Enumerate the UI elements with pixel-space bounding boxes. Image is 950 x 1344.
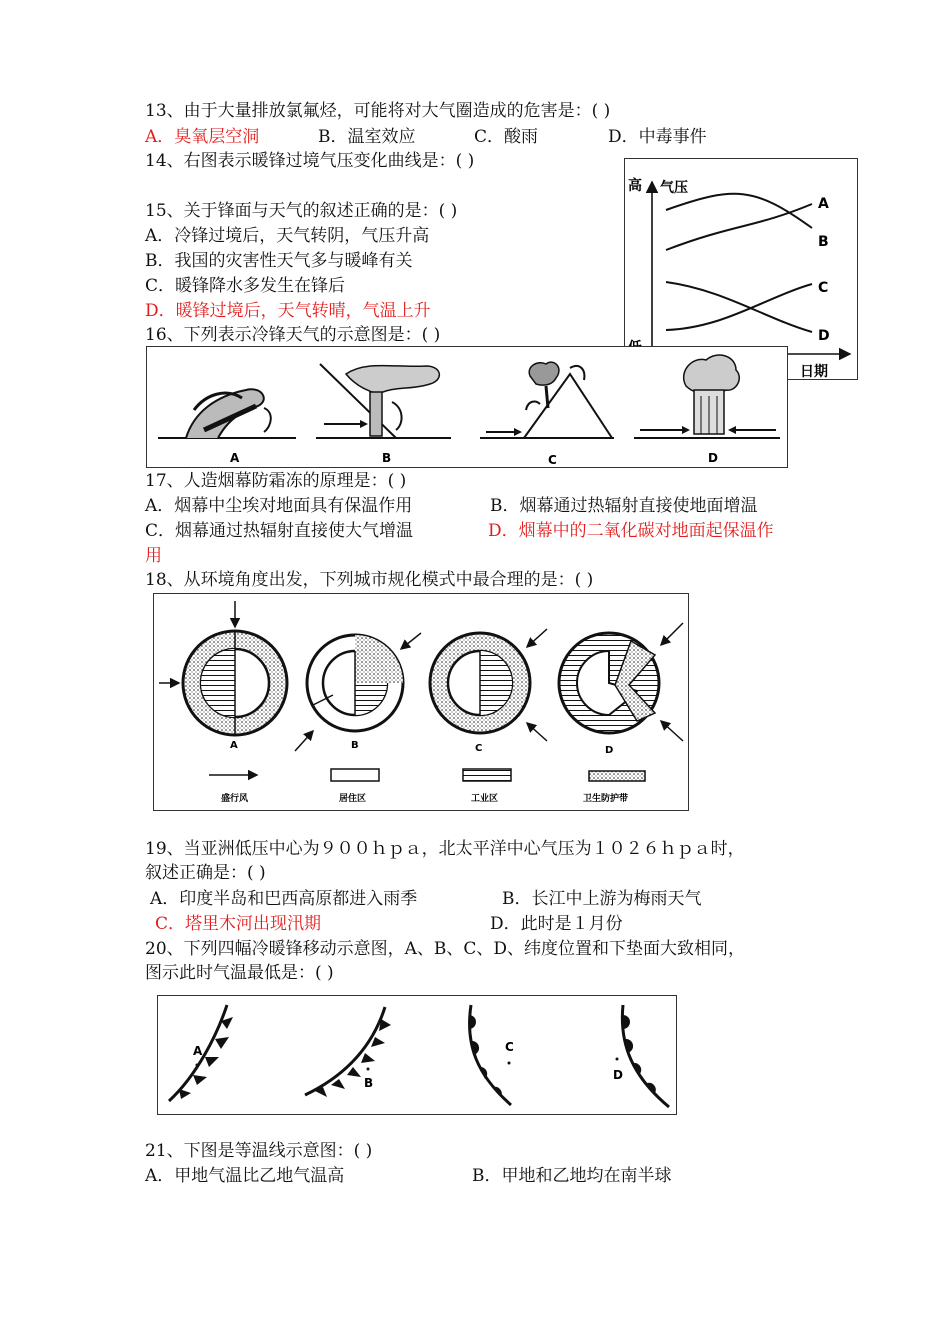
q14-stem: 14、右图表示暖锋过境气压变化曲线是：( ) [145, 151, 475, 171]
curve-b [666, 204, 812, 250]
q19-option-b: B．长江中上游为梅雨天气 [502, 889, 702, 909]
q21-stem: 21、下图是等温线示意图：( ) [145, 1141, 373, 1161]
q19-stem-line1: 19、当亚洲低压中心为９００ｈｐａ，北太平洋中心气压为１０２６ｈｐａ时， [145, 839, 745, 859]
q17-option-c: C．烟幕通过热辐射直接使大气增温 [145, 521, 414, 541]
city-plan-c-label: C [475, 743, 483, 754]
city-plan-d-label: D [605, 745, 614, 756]
diagram-a [158, 389, 296, 465]
front-diagram-c-label: C [505, 1040, 514, 1054]
q19-option-a: A．印度半岛和巴西高原都进入雨季 [150, 889, 418, 909]
curve-b-label: B [818, 234, 829, 250]
legend-prevailing-wind-label: 盛行风 [221, 794, 249, 804]
diagram-b-label: B [382, 451, 392, 465]
front-diagram-c [469, 1005, 514, 1105]
diagram-b [316, 364, 451, 465]
front-diagram-a-label: A [193, 1044, 203, 1058]
city-plan-b [295, 633, 421, 751]
curve-d [666, 284, 812, 330]
diagram-c [480, 362, 614, 467]
city-planning-figure [153, 593, 689, 811]
q19-option-d: D．此时是１月份 [490, 914, 623, 934]
q19-stem-line2: 叙述正确是：( ) [145, 863, 266, 883]
q13-option-a: A．臭氧层空洞 [145, 127, 260, 147]
q15-stem: 15、关于锋面与天气的叙述正确的是：( ) [145, 201, 458, 221]
legend-sanitary-belt-label: 卫生防护带 [583, 794, 629, 804]
q19-option-c: C．塔里木河出现汛期 [155, 914, 322, 934]
diagram-d [634, 355, 780, 465]
q13-option-b: B．温室效应 [318, 127, 416, 147]
q16-stem: 16、下列表示冷锋天气的示意图是：( ) [145, 325, 441, 345]
city-plan-a-label: A [230, 740, 238, 751]
q13-option-d: D．中毒事件 [608, 127, 707, 147]
front-diagram-a [169, 1005, 233, 1101]
q15-option-c: C．暖锋降水多发生在锋后 [145, 276, 346, 296]
legend-prevailing-wind [209, 775, 257, 804]
curve-a-label: A [818, 196, 829, 212]
q15-option-d: D．暖锋过境后，天气转晴，气温上升 [145, 301, 431, 321]
q17-option-b: B．烟幕通过热辐射直接使地面增温 [490, 496, 758, 516]
city-plan-b-label: B [351, 740, 359, 751]
q18-stem: 18、从环境角度出发，下列城市规化模式中最合理的是：( ) [145, 570, 594, 590]
legend-industrial-label: 工业区 [471, 794, 499, 804]
y-axis-high-label: 高 [628, 178, 642, 194]
q15-option-a: A．冷锋过境后，天气转阴，气压升高 [145, 226, 430, 246]
city-plan-a [159, 601, 287, 751]
legend-industrial [463, 769, 511, 804]
front-diagram-d [613, 1005, 669, 1107]
front-diagram-b-label: B [364, 1076, 374, 1090]
q17-option-a: A．烟幕中尘埃对地面具有保温作用 [145, 496, 413, 516]
q15-option-b: B．我国的灾害性天气多与暖峰有关 [145, 251, 413, 271]
q20-stem-line2: 图示此时气温最低是：( ) [145, 963, 334, 983]
legend-sanitary-belt [583, 771, 645, 804]
city-plan-c [430, 629, 547, 754]
q21-option-a: A．甲地气温比乙地气温高 [145, 1166, 345, 1186]
curve-a [666, 194, 812, 228]
legend-residential-label: 居住区 [339, 794, 367, 804]
diagram-a-label: A [230, 451, 240, 465]
city-plan-d [559, 623, 683, 756]
diagram-c-label: C [548, 453, 557, 467]
curve-c [666, 282, 812, 332]
q21-option-b: B．甲地和乙地均在南半球 [472, 1166, 672, 1186]
q17-option-d: D．烟幕中的二氧化碳对地面起保温作 [488, 521, 774, 541]
x-axis-label: 日期 [800, 364, 828, 380]
diagram-d-label: D [708, 451, 718, 465]
y-axis-label: 气压 [660, 180, 688, 196]
legend-residential [331, 769, 379, 804]
q17-option-d-wrap: 用 [145, 546, 162, 566]
q13-option-c: C．酸雨 [474, 127, 539, 147]
front-weather-figure [146, 346, 788, 468]
q20-stem-line1: 20、下列四幅冷暖锋移动示意图，A、B、C、D、纬度位置和下垫面大致相同， [145, 939, 746, 959]
curve-d-label: D [818, 328, 830, 344]
q13-stem: 13、由于大量排放氯氟烃，可能将对大气圈造成的危害是：( ) [145, 101, 611, 121]
front-diagram-b [305, 1007, 391, 1097]
q17-stem: 17、人造烟幕防霜冻的原理是：( ) [145, 471, 407, 491]
front-diagram-d-label: D [613, 1068, 623, 1082]
front-movement-figure [157, 995, 677, 1115]
curve-c-label: C [818, 280, 829, 296]
